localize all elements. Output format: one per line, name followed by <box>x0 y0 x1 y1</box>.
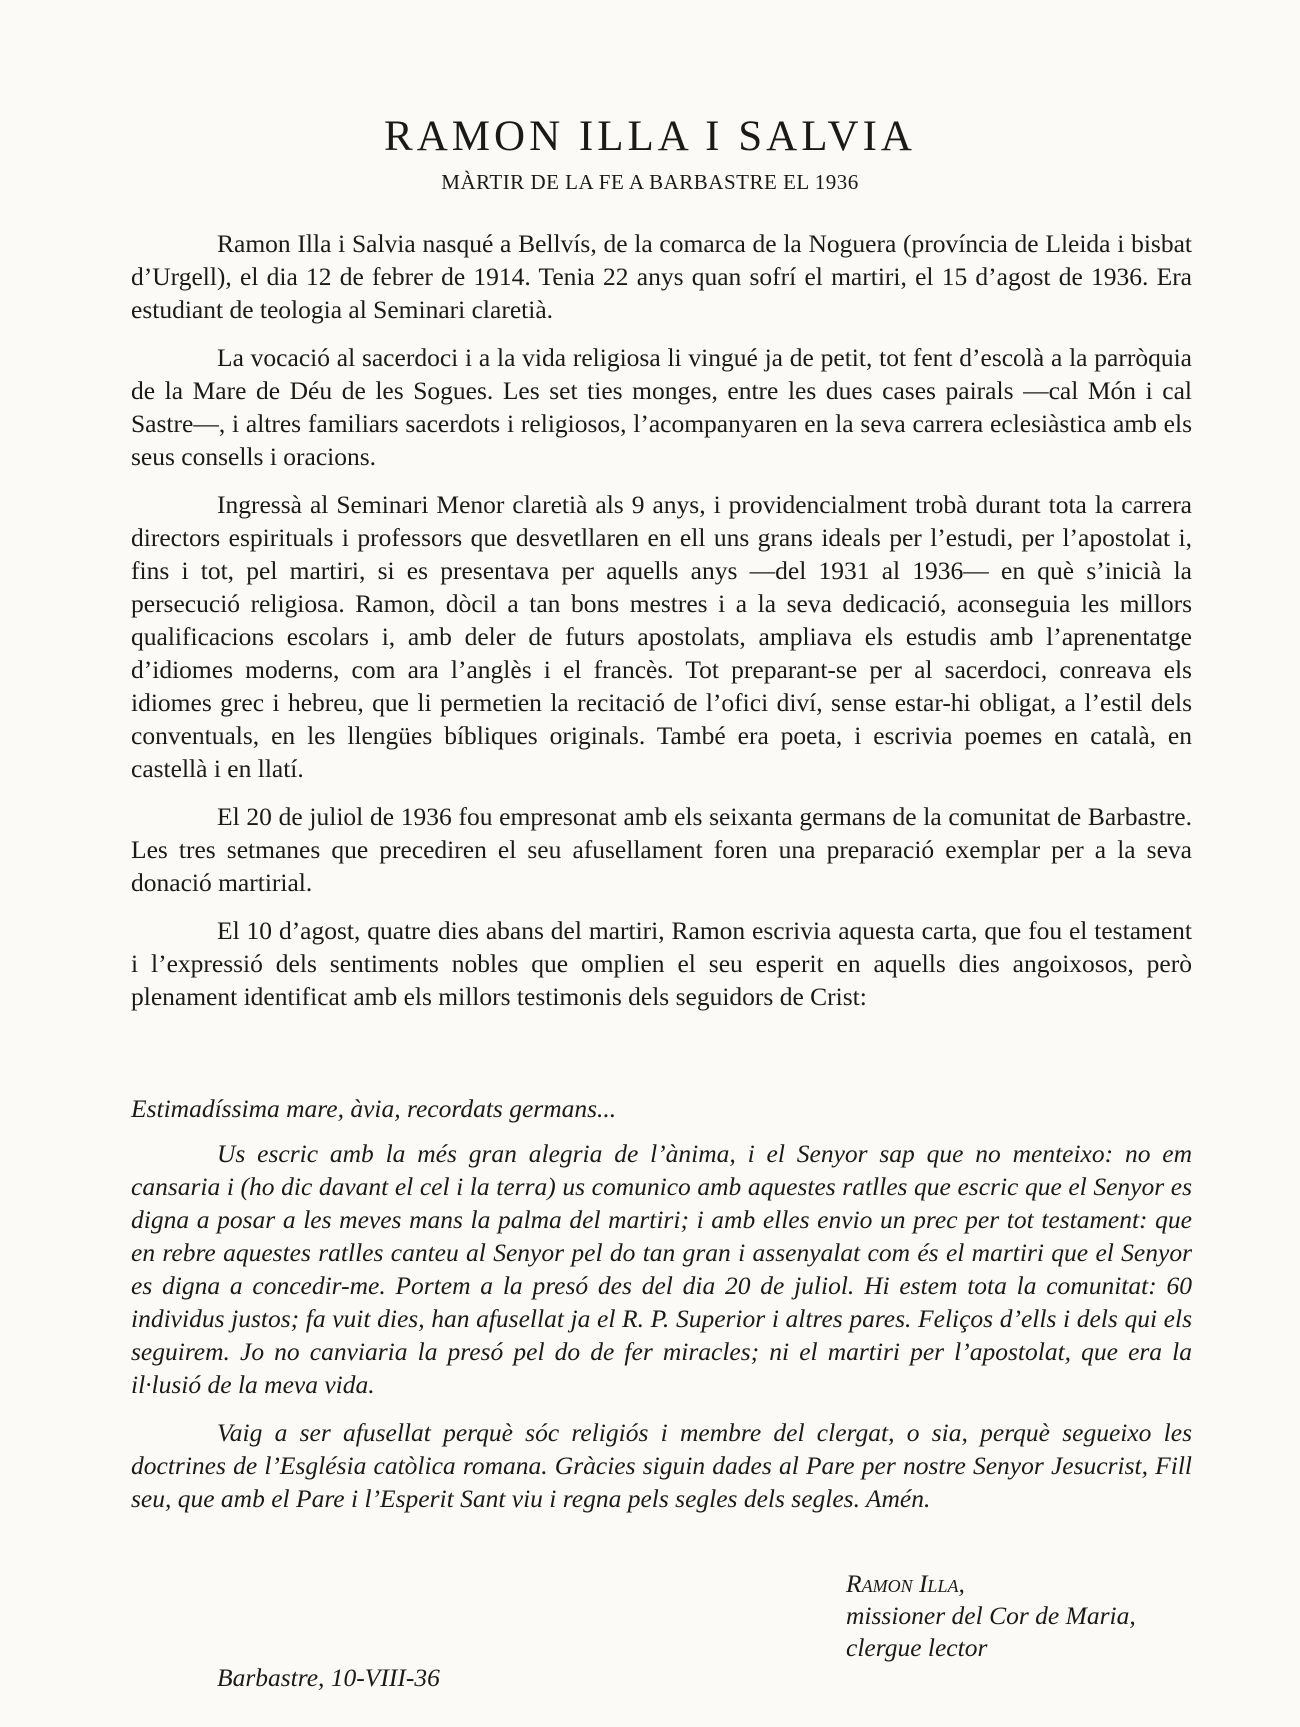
place-date: Barbastre, 10-VIII-36 <box>217 1663 440 1692</box>
biography-paragraph: Ingressà al Seminari Menor claretià als 9 anys, i providencialment trobà durant tota la carrera directors espirituals i professors que desvetllaren en ell uns grans ideals per l’estudi, per l’apostolat i, fins i tot, pel martiri, si es presentava per aquells anys —del 1931 al 1936— en què s’inicià la persecució religiosa. Ramon, dòcil a tan bons mestres i a la seva dedicació, aconseguia les millors qualificacions escolars i, amb deler de futurs apostolats, ampliava els estudis amb l’aprenentatge d’idiomes moderns, com ara l’anglès i el francès. Tot preparant-se per al sacerdoci, conreava els idiomes grec i hebreu, que li permetien la recitació de l’ofici diví, sense estar-hi obligat, a l’estil dels conventuals, en les llengües bíbliques originals. També era poeta, i escrivia poemes en català, en castellà i en llatí. <box>131 490 1192 783</box>
signature-role: missioner del Cor de Maria, <box>846 1601 1136 1630</box>
biography-paragraph: Ramon Illa i Salvia nasqué a Bellvís, de la comarca de la Noguera (província de Lleida i bisbat d’Urgell), el dia 12 de febrer de 1914. Tenia 22 anys quan sofrí el martiri, el 15 d’agost de 1936. Era estudiant de teologia al Seminari claretià. <box>131 229 1192 324</box>
biography-paragraph: El 20 de juliol de 1936 fou empresonat amb els seixanta germans de la comunitat de Barbastre. Les tres setmanes que precediren el seu afusellament foren una preparació exemplar per a la seva donació martirial. <box>131 802 1192 897</box>
letter-signature <box>846 1568 1136 1664</box>
letter-paragraph: Vaig a ser afusellat perquè sóc religiós i membre del clergat, o sia, perquè segueixo les doctrines de l’Església catòlica romana. Gràcies siguin dades al Pare per nostre Senyor Jesucrist, Fill seu, que amb el Pare i l’Esperit Sant viu i regna pels segles dels segles. Amén. <box>131 1418 1192 1513</box>
letter-paragraph: Us escric amb la més gran alegria de l’ànima, i el Senyor sap que no menteixo: no em cansaria i (ho dic davant el cel i la terra) us comunico amb aquestes ratlles que escric que el Senyor es digna a posar a les meves mans la palma del martiri; i amb elles envio un prec per tot testament: que en rebre aquestes ratlles canteu al Senyor pel do tan gran i assenyalat com és el martiri que el Senyor es digna a concedir-me. Portem a la presó des del dia 20 de juliol. Hi estem tota la comunitat: 60 individus justos; fa vuit dies, han afusellat ja el R. P. Superior i altres pares. Feliços d’ells i dels qui els seguirem. Jo no canviaria la presó pel do de fer miracles; ni el martiri per l’apostolat, que era la il·lusió de la meva vida. <box>131 1139 1192 1399</box>
letter-greeting: Estimadíssima mare, àvia, recordats germans... <box>131 1094 617 1123</box>
signature-name: Ramon Illa, <box>846 1569 965 1598</box>
biography-paragraph: La vocació al sacerdoci i a la vida religiosa li vingué ja de petit, tot fent d’escolà a la parròquia de la Mare de Déu de les Sogues. Les set ties monges, entre les dues cases pairals —cal Món i cal Sastre—, i altres familiars sacerdots i religiosos, l’acompanyaren en la seva carrera eclesiàstica amb els seus consells i oracions. <box>131 343 1192 471</box>
letter-section <box>131 1092 1192 1530</box>
signature-title: clergue lector <box>846 1633 988 1662</box>
biography-section <box>131 227 1192 1028</box>
biography-paragraph: El 10 d’agost, quatre dies abans del martiri, Ramon escrivia aquesta carta, que fou el testament i l’expressió dels sentiments nobles que omplien el seu esperit en aquells dies angoixosos, però plenament identificat amb els millors testimonis dels seguidors de Crist: <box>131 916 1192 1011</box>
page-subtitle: MÀRTIR DE LA FE A BARBASTRE EL 1936 <box>441 170 859 194</box>
page-title: RAMON ILLA I SALVIA <box>384 113 916 160</box>
